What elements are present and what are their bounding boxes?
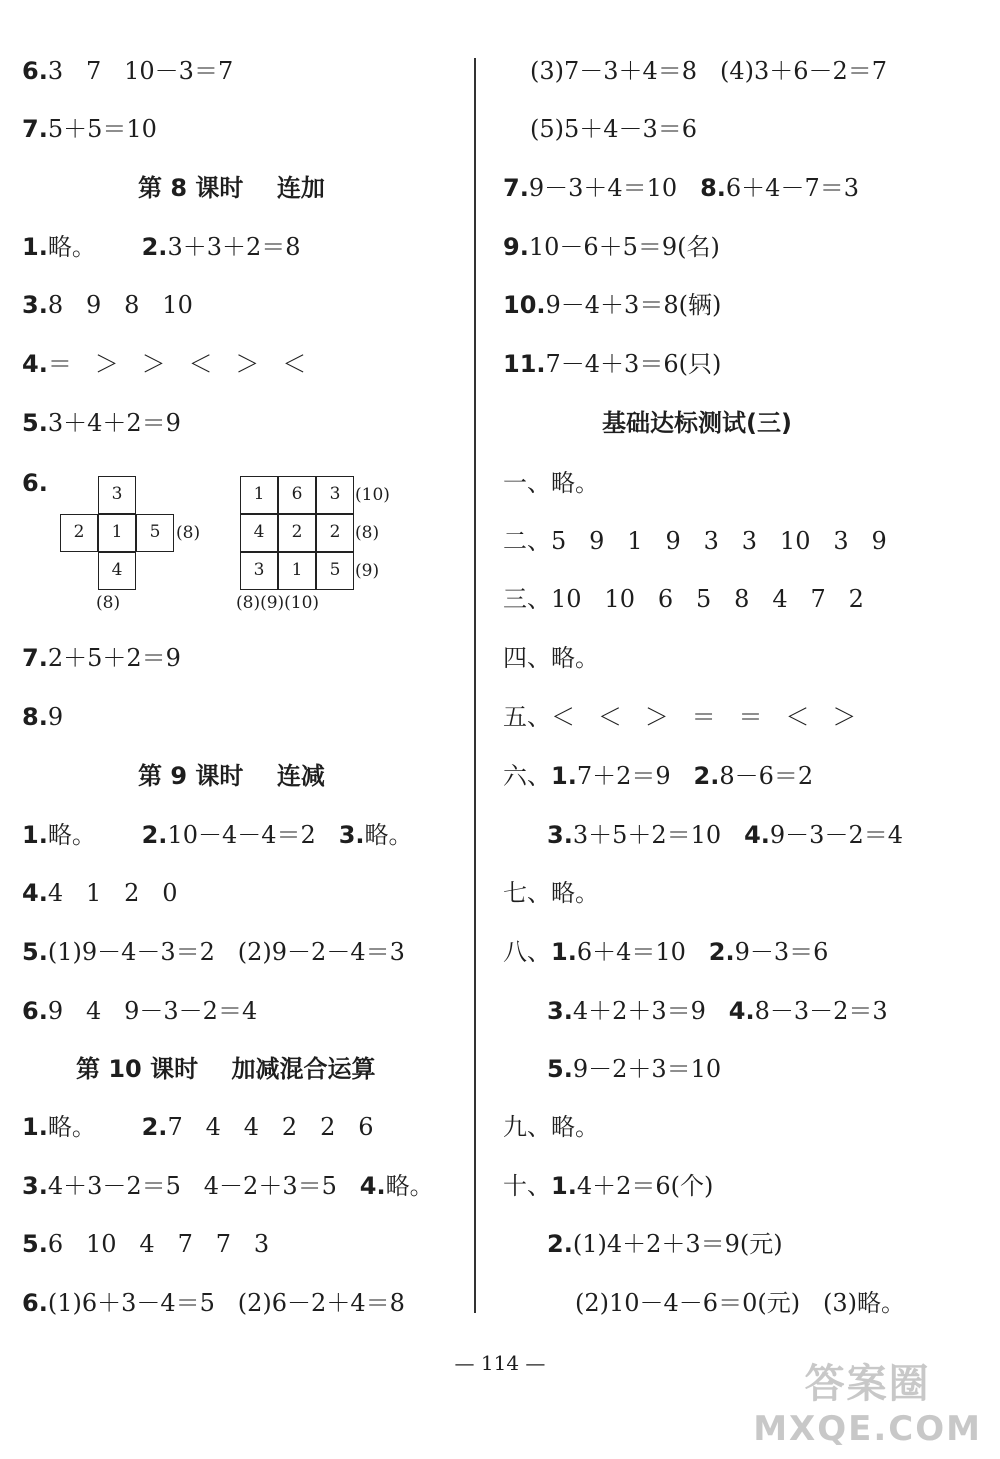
answer-line: 5.9－2＋3＝10 xyxy=(547,1055,722,1083)
answer-line: 6.9 4 9－3－2＝4 xyxy=(22,997,258,1025)
grid-cell: 3 xyxy=(316,476,354,514)
grid-cell: 6 xyxy=(278,476,316,514)
answer-line: 1.略。 2.10－4－4＝2 3.略。 xyxy=(22,821,413,849)
grid-cell: 4 xyxy=(240,514,278,552)
answer-line: 二、5 9 1 9 3 3 10 3 9 xyxy=(503,527,887,555)
grid-cell: 5 xyxy=(316,552,354,590)
section-heading: 第 9 课时 连减 xyxy=(138,762,325,790)
section-heading: 第 8 课时 连加 xyxy=(138,174,325,202)
cross-cell: 3 xyxy=(98,476,136,514)
watermark-url: MXQE.COM xyxy=(753,1409,982,1449)
answer-line: 十、1.4＋2＝6(个) xyxy=(503,1172,714,1200)
grid-cell: 3 xyxy=(240,552,278,590)
answer-line: 3.8 9 8 10 xyxy=(22,291,193,319)
answer-line: 2.(1)4＋2＋3＝9(元) xyxy=(547,1230,783,1258)
answer-line: 一、略。 xyxy=(503,469,599,497)
grid-cell: 1 xyxy=(240,476,278,514)
answer-line: 6.(1)6＋3－4＝5 (2)6－2＋4＝8 xyxy=(22,1289,405,1317)
answer-line: 6. xyxy=(22,469,48,497)
answer-line: (3)7－3＋4＝8 (4)3＋6－2＝7 xyxy=(530,57,888,85)
answer-line: 五、＜ ＜ ＞ ＝ ＝ ＜ ＞ xyxy=(503,703,857,731)
answer-line: 三、10 10 6 5 8 4 7 2 xyxy=(503,585,864,613)
grid-row-sum: (10) xyxy=(355,485,390,505)
answer-line: 5.(1)9－4－3＝2 (2)9－2－4＝3 xyxy=(22,938,405,966)
answer-line: 1.略。 2.7 4 4 2 2 6 xyxy=(22,1113,374,1141)
cross-cell: 1 xyxy=(98,514,136,552)
answer-line: 4.4 1 2 0 xyxy=(22,879,178,907)
answer-line: 1.略。 2.3＋3＋2＝8 xyxy=(22,233,301,261)
answer-line: 5.6 10 4 7 7 3 xyxy=(22,1230,270,1258)
answer-line: 8.9 xyxy=(22,703,64,731)
cross-cell: 2 xyxy=(60,514,98,552)
grid-cell: 1 xyxy=(278,552,316,590)
cross-col-sum: (8) xyxy=(96,593,121,613)
answer-line: 11.7－4＋3＝6(只) xyxy=(503,350,722,378)
answer-line: 3.4＋2＋3＝9 4.8－3－2＝3 xyxy=(547,997,888,1025)
answer-line: 八、1.6＋4＝10 2.9－3＝6 xyxy=(503,938,829,966)
answer-line: 7.9－3＋4＝10 8.6＋4－7＝3 xyxy=(503,174,859,202)
answer-line: 七、略。 xyxy=(503,879,599,907)
grid-cell: 2 xyxy=(316,514,354,552)
answer-line: 5.3＋4＋2＝9 xyxy=(22,409,181,437)
section-heading: 基础达标测试(三) xyxy=(602,409,792,437)
answer-line: 3.4＋3－2＝5 4－2＋3＝5 4.略。 xyxy=(22,1172,434,1200)
answer-line: 9.10－6＋5＝9(名) xyxy=(503,233,720,261)
answer-line: 6.3 7 10－3＝7 xyxy=(22,57,234,85)
answer-line: 四、略。 xyxy=(503,644,599,672)
cross-cell: 5 xyxy=(136,514,174,552)
watermark-logo xyxy=(753,1352,982,1449)
answer-line: 六、1.7＋2＝9 2.8－6＝2 xyxy=(503,762,814,790)
answer-line: 10.9－4＋3＝8(辆) xyxy=(503,291,722,319)
answer-line: (5)5＋4－3＝6 xyxy=(530,115,698,143)
grid-row-sum: (9) xyxy=(355,561,380,581)
answer-line: 九、略。 xyxy=(503,1113,599,1141)
grid-row-sum: (8) xyxy=(355,523,380,543)
answer-line: 7.5＋5＝10 xyxy=(22,115,157,143)
cross-row-sum: (8) xyxy=(176,523,201,543)
cross-cell: 4 xyxy=(98,552,136,590)
column-divider xyxy=(474,58,476,1313)
grid-cell: 2 xyxy=(278,514,316,552)
answer-line: 4.＝ ＞ ＞ ＜ ＞ ＜ xyxy=(22,350,307,378)
answer-line: 7.2＋5＋2＝9 xyxy=(22,644,181,672)
answer-line: 3.3＋5＋2＝10 4.9－3－2＝4 xyxy=(547,821,903,849)
answer-line: (2)10－4－6＝0(元) (3)略。 xyxy=(575,1289,905,1317)
grid-col-sums: (8)(9)(10) xyxy=(236,593,320,613)
watermark-title: 答案圈 xyxy=(804,1361,931,1407)
section-heading: 第 10 课时 加减混合运算 xyxy=(76,1055,376,1083)
page-number: — 114 — xyxy=(454,1351,546,1375)
